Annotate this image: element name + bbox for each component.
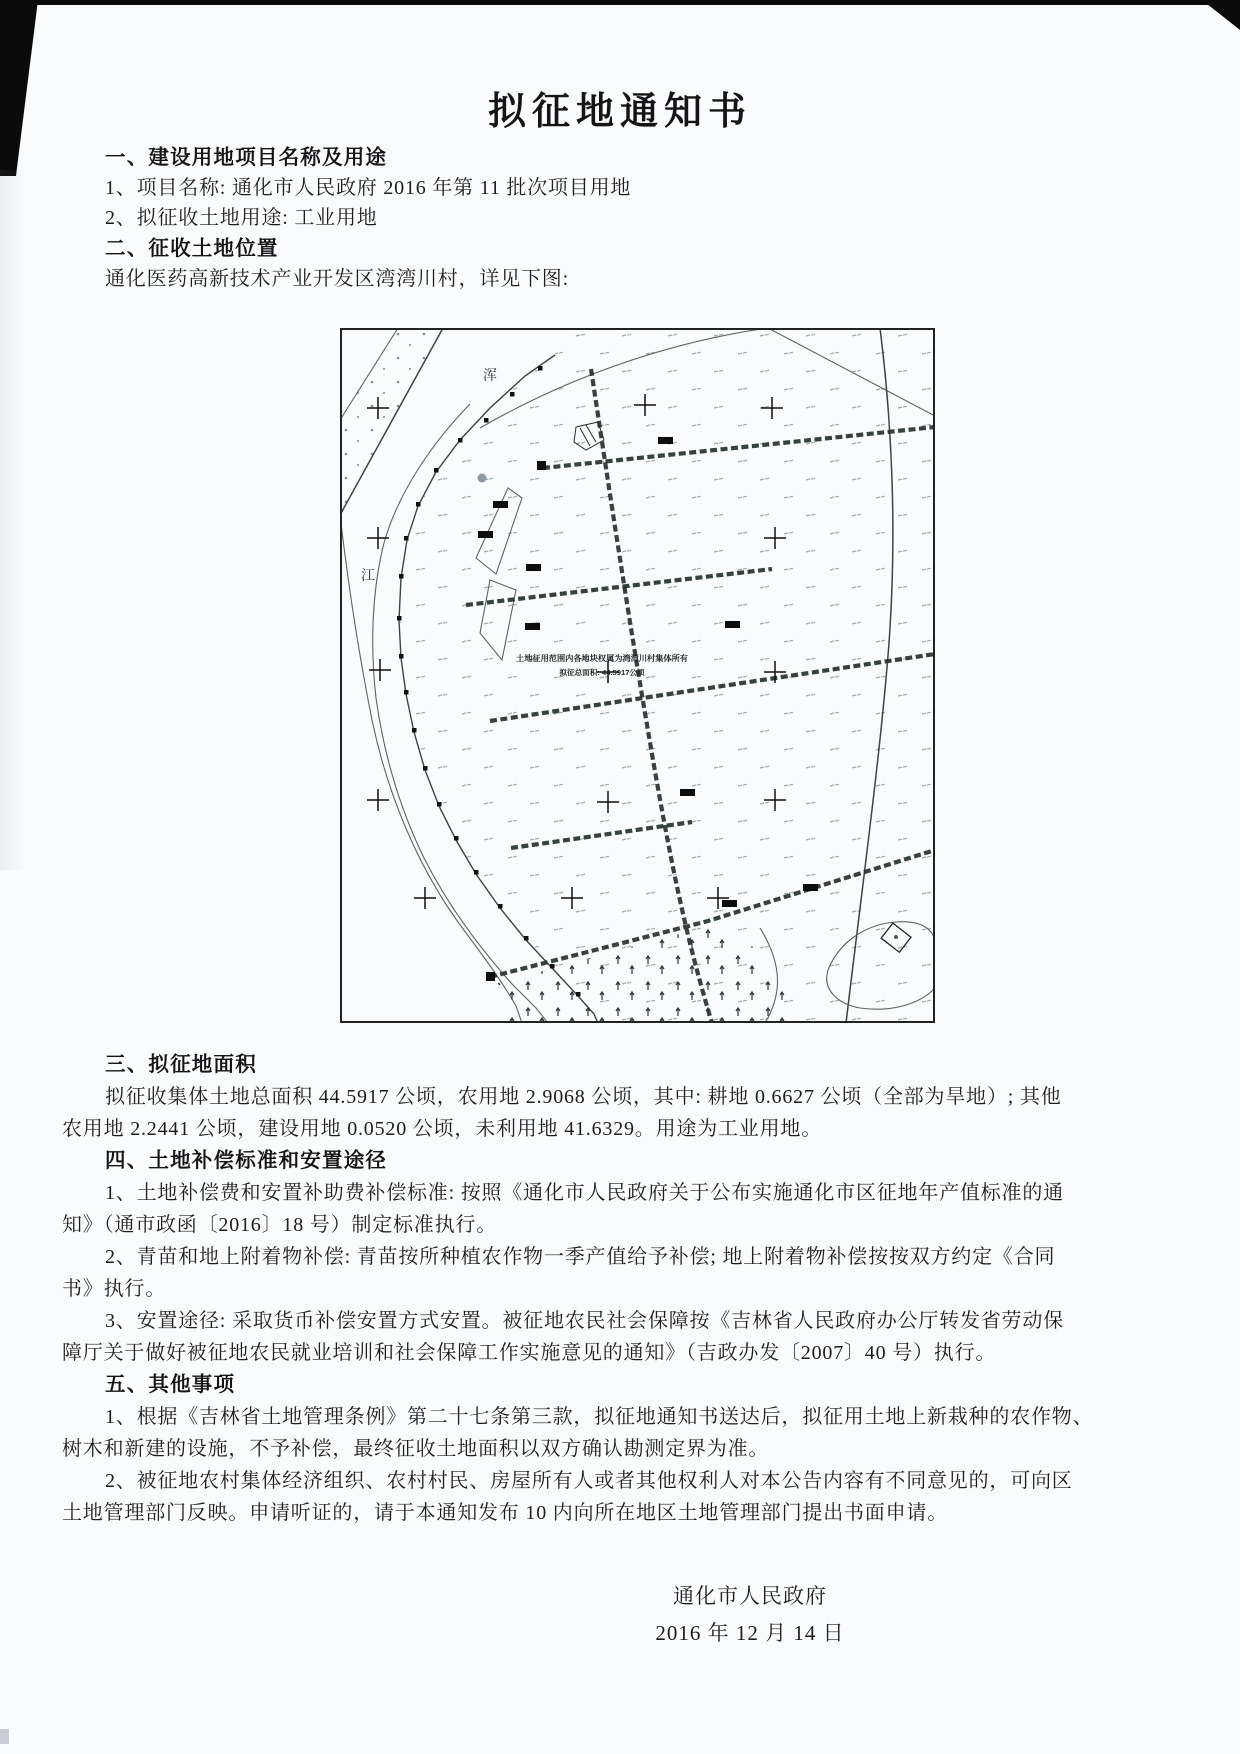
text-line: 2、青苗和地上附着物补偿: 青苗按所种植农作物一季产值给予补偿; 地上附着物补偿按按双方约定《合同 (105, 1246, 1056, 1268)
intro-text-block (62, 143, 1188, 294)
text-line: 树木和新建的设施，不予补偿，最终征收土地面积以双方确认勘测定界为准。 (62, 1438, 770, 1460)
text-line: 农用地 2.2441 公顷，建设用地 0.0520 公顷，未利用地 41.6329。用途为工业用地。 (62, 1118, 822, 1140)
land-survey-map (340, 328, 935, 1023)
scan-mark-bottom (0, 1729, 9, 1744)
map-annotation-line2: 拟征总面积: 44.5917公顷 (559, 668, 645, 677)
text-line: 3、安置途径: 采取货币补偿安置方式安置。被征地农民社会保障按《吉林省人民政府办公厅转发省劳动保 (105, 1310, 1064, 1332)
building-dot (894, 935, 898, 939)
field-area (399, 328, 935, 1023)
scan-edge-top (0, 0, 1240, 5)
survey-disc (478, 474, 487, 483)
text-line: 2、拟征收土地用途: 工业用地 (105, 207, 378, 230)
text-line: 障厅关于做好被征地农民就业培训和社会保障工作实施意见的通知》（吉政办发〔2007〕40 号）执行。 (62, 1342, 997, 1364)
text-line: 1、项目名称: 通化市人民政府 2016 年第 11 批次项目用地 (105, 177, 632, 200)
text-line: 2、被征地农村集体经济组织、农村村民、房屋所有人或者其他权利人对本公告内容有不同意见的，可向区 (105, 1470, 1073, 1492)
map-annotation-line1: 土地征用范围内各地块权属为湾湾川村集体所有 (516, 654, 688, 663)
signature-date: 2016 年 12 月 14 日 (655, 1621, 845, 1645)
text-line: 知》（通市政函〔2016〕18 号）制定标准执行。 (62, 1214, 497, 1236)
text-line: 四、土地补偿标准和安置途径 (105, 1149, 388, 1172)
page-title: 拟征地通知书 (487, 91, 752, 133)
text-line: 三、拟征地面积 (105, 1053, 257, 1076)
text-line: 通化医药高新技术产业开发区湾湾川村，详见下图: (105, 267, 569, 290)
text-line: 一、建设用地项目名称及用途 (105, 146, 388, 169)
text-line: 拟征收集体土地总面积 44.5917 公顷，农用地 2.9068 公顷，其中: 耕地 0.6627 公顷（全部为旱地）; 其他 (105, 1086, 1062, 1108)
text-line: 五、其他事项 (105, 1373, 236, 1396)
signature-issuer: 通化市人民政府 (673, 1584, 827, 1608)
text-line: 1、根据《吉林省土地管理条例》第二十七条第三款，拟征地通知书送达后，拟征用土地上新栽种的农作物、 (105, 1406, 1094, 1428)
body-text-block (62, 1049, 1188, 1529)
signature-block (555, 1578, 945, 1652)
river-label-jiang: 江 (361, 569, 375, 584)
text-line: 二、征收土地位置 (105, 236, 279, 260)
river-label-hun: 浑 (483, 369, 497, 384)
text-line: 1、土地补偿费和安置补助费补偿标准: 按照《通化市人民政府关于公布实施通化市区征地年产值标准的通 (105, 1182, 1064, 1204)
text-line: 书》执行。 (62, 1278, 166, 1300)
text-line: 土地管理部门反映。申请听证的，请于本通知发布 10 内向所在地区土地管理部门提出书面申请。 (62, 1502, 948, 1524)
scan-shadow-left (0, 170, 26, 870)
